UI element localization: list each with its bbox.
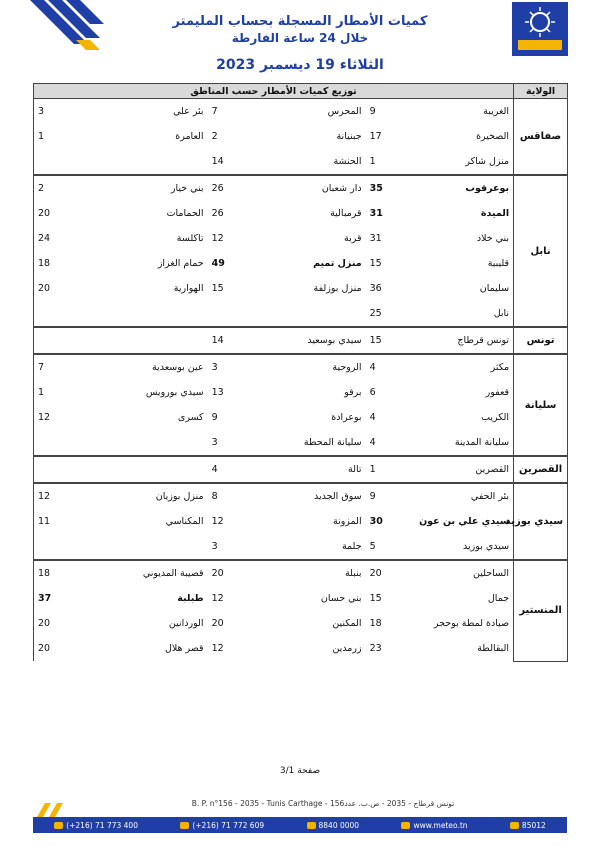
station-name: بني خلاد (476, 233, 510, 244)
station-name: بوعرقوب (410, 175, 514, 201)
table-row (34, 251, 568, 276)
rainfall-value: 12 (211, 516, 224, 527)
rainfall-value: 13 (211, 387, 224, 398)
rainfall-value: 26 (208, 175, 252, 201)
station-name: تاكلسة (176, 233, 204, 244)
report-title: كميات الأمطار المسجلة بحساب المليمتر (172, 14, 428, 29)
station-name: المكنين (332, 618, 362, 629)
rainfall-value: 9 (366, 483, 410, 509)
header-distribution: توزيع كميات الأمطار حسب المناطق (34, 84, 514, 99)
rainfall-value: 1 (34, 380, 88, 405)
station-name (88, 430, 208, 456)
station-name: جلمة (341, 541, 362, 552)
table-row (34, 380, 568, 405)
station-name (88, 327, 208, 354)
station-name: عين بوسعدية (88, 354, 208, 380)
station-name: البقالطة (477, 643, 510, 654)
station-name: سليمان (479, 283, 510, 294)
station-name: نابل (493, 308, 510, 319)
footer-phone: (+216) 71 773 400 (66, 820, 138, 830)
table-row (34, 354, 568, 380)
rainfall-value: 15 (366, 327, 410, 354)
rainfall-value: 20 (34, 276, 88, 301)
station-name: منزل تميم (313, 258, 362, 269)
rainfall-value: 49 (211, 258, 225, 269)
rainfall-value: 35 (366, 175, 410, 201)
footer-website[interactable]: www.meteo.tn (413, 820, 468, 830)
table-row (34, 560, 568, 586)
rainfall-value: 5 (369, 541, 376, 552)
station-name: قعفور (485, 387, 510, 398)
governorate-cell: صفاقس (514, 99, 568, 176)
rainfall-value: 14 (208, 327, 252, 354)
station-name (252, 301, 366, 327)
rainfall-value: 20 (34, 201, 88, 226)
station-name: الروحية (252, 354, 366, 380)
station-name: الحمامات (166, 208, 204, 219)
governorate-cell: نابل (514, 175, 568, 327)
table-body (34, 99, 568, 662)
rainfall-value: 12 (211, 233, 224, 244)
rainfall-value: 31 (369, 208, 383, 219)
station-name: الساحلين (410, 560, 514, 586)
footer-address: B. P. n°156 - 2035 - Tunis Carthage - تونس قرطاج - 2035 - ص.ب. عدد156 (191, 799, 455, 808)
station-name: دار شعبان (252, 175, 366, 201)
station-name: سليانة المدينة (454, 437, 510, 448)
table-row (34, 430, 568, 456)
governorate-cell: سيدي بوزيد (514, 483, 568, 560)
rainfall-value: 20 (366, 560, 410, 586)
station-name: الصخيرة (476, 131, 510, 142)
station-name: كسرى (177, 412, 204, 423)
hotline-icon (307, 822, 316, 829)
rainfall-value: 14 (211, 156, 224, 167)
rainfall-value (34, 327, 88, 354)
station-name (88, 301, 208, 327)
table-row (34, 124, 568, 149)
table-row (34, 226, 568, 251)
station-name: العامرة (175, 131, 204, 142)
rainfall-value (34, 149, 88, 175)
table-row (34, 509, 568, 534)
footer (33, 795, 567, 833)
station-name: الكريب (481, 412, 510, 423)
station-name: بني خيار (88, 175, 208, 201)
report-subtitle: خلال 24 ساعة الفارطة (231, 31, 369, 45)
rainfall-value: 26 (211, 208, 224, 219)
table-row (34, 99, 568, 125)
table-row (34, 611, 568, 636)
rainfall-value (34, 534, 88, 560)
rainfall-value: 3 (208, 354, 252, 380)
rainfall-value: 3 (211, 541, 218, 552)
station-name: الغريبة (410, 99, 514, 125)
rainfall-value (34, 456, 88, 483)
header-governorate: الولاية (514, 84, 568, 99)
phone-icon (54, 822, 63, 829)
station-name: بئر علي (88, 99, 208, 125)
station-name (88, 149, 208, 175)
station-name: سيدي بوسعيد (252, 327, 366, 354)
station-name: طبلبة (177, 593, 204, 604)
rainfall-value: 9 (211, 412, 218, 423)
report-date: الثلاثاء 19 ديسمبر 2023 (216, 57, 384, 73)
rainfall-value: 2 (211, 131, 218, 142)
rainfall-value: 7 (34, 354, 88, 380)
station-name: المزونة (332, 516, 362, 527)
table-row (34, 636, 568, 661)
rainfall-value: 12 (211, 593, 224, 604)
rainfall-value: 12 (34, 483, 88, 509)
rainfall-value: 4 (369, 412, 376, 423)
fax-icon (180, 822, 189, 829)
table-row (34, 456, 568, 483)
table-row (34, 586, 568, 611)
station-name: تونس قرطاج (410, 327, 514, 354)
footer-sms: 85012 (521, 820, 546, 830)
table-row (34, 534, 568, 560)
table-row (34, 276, 568, 301)
station-name: منزل شاكر (465, 156, 510, 167)
web-icon (401, 822, 410, 829)
station-name: صيادة لمطة بوحجر (433, 618, 510, 629)
station-name: منزل بوزلفة (313, 283, 362, 294)
sms-icon (510, 822, 519, 829)
rainfall-value: 15 (369, 258, 382, 269)
station-name: المحرس (252, 99, 366, 125)
station-name: مكثر (410, 354, 514, 380)
station-name: قصيبة المديوني (88, 560, 208, 586)
station-name (88, 456, 208, 483)
footer-contact-band (33, 817, 567, 833)
rainfall-value: 1 (369, 156, 376, 167)
rainfall-value: 37 (34, 586, 88, 611)
table-row (34, 201, 568, 226)
station-name: سليانة المحطة (303, 437, 362, 448)
station-name: الوردانين (168, 618, 204, 629)
rainfall-value: 1 (366, 456, 410, 483)
rainfall-value: 17 (369, 131, 382, 142)
rainfall-value: 3 (211, 437, 218, 448)
rainfall-value: 3 (34, 99, 88, 125)
page-number: صفحة 3/1 (279, 766, 321, 776)
station-name: منزل بوزيان (88, 483, 208, 509)
governorate-cell: تونس (514, 327, 568, 354)
station-name: الميدة (480, 208, 510, 219)
footer-stripes (33, 795, 73, 817)
rainfall-value: 20 (34, 611, 88, 636)
rainfall-value: 6 (369, 387, 376, 398)
station-name: بئر الحفي (410, 483, 514, 509)
corner-stripes (0, 0, 110, 60)
rainfall-value: 11 (34, 509, 88, 534)
table-row (34, 327, 568, 354)
rainfall-value: 7 (208, 99, 252, 125)
station-name: بنبلة (252, 560, 366, 586)
rainfall-value: 24 (34, 226, 88, 251)
station-name: قليبية (487, 258, 510, 269)
rainfall-value: 15 (369, 593, 382, 604)
rainfall-value: 15 (211, 283, 224, 294)
station-name: المكناسي (165, 516, 204, 527)
station-name: بوعرادة (331, 412, 362, 423)
table-row (34, 405, 568, 430)
station-name: سوق الجديد (252, 483, 366, 509)
rainfall-value: 8 (208, 483, 252, 509)
station-name: الحنشة (333, 156, 362, 167)
rainfall-value: 4 (366, 354, 410, 380)
rainfall-value: 20 (34, 636, 88, 661)
rainfall-value: 20 (211, 618, 224, 629)
station-name: زرمدين (332, 643, 362, 654)
rainfall-value: 18 (369, 618, 382, 629)
station-name: سيدي بورويس (145, 387, 204, 398)
rainfall-value (34, 430, 88, 456)
rainfall-value: 25 (369, 308, 382, 319)
rainfall-table (33, 83, 568, 662)
station-name: حمام الغزاز (157, 258, 204, 269)
rainfall-value (208, 301, 252, 327)
table-row (34, 483, 568, 509)
rainfall-value: 12 (34, 405, 88, 430)
meteo-logo-icon (512, 2, 568, 56)
station-name: قربة (344, 233, 362, 244)
governorate-cell: سليانة (514, 354, 568, 456)
table-row (34, 149, 568, 175)
station-name: تالة (252, 456, 366, 483)
station-name: جبنيانة (336, 131, 362, 142)
rainfall-value: 31 (369, 233, 382, 244)
station-name (88, 534, 208, 560)
rainfall-value: 30 (369, 516, 383, 527)
footer-hotline: 8840 0000 (318, 820, 360, 830)
rainfall-value: 4 (208, 456, 252, 483)
governorate-cell: المنستير (514, 560, 568, 661)
station-name: سيدي بوزيد (463, 541, 510, 552)
rainfall-value: 12 (211, 643, 224, 654)
rainfall-value: 23 (369, 643, 382, 654)
station-name: سيدي علي بن عون (419, 516, 510, 527)
rainfall-value (34, 301, 88, 327)
station-name: بني حسان (320, 593, 362, 604)
station-name: قرمبالية (330, 208, 362, 219)
rainfall-value: 9 (366, 99, 410, 125)
station-name: القصرين (410, 456, 514, 483)
rainfall-value: 2 (34, 175, 88, 201)
station-name: برقو (344, 387, 362, 398)
rainfall-value: 1 (34, 124, 88, 149)
footer-fax: (+216) 71 772 609 (192, 820, 265, 830)
station-name: جمال (487, 593, 510, 604)
rainfall-value: 18 (34, 560, 88, 586)
station-name: الهوارية (173, 283, 204, 294)
rainfall-value: 20 (208, 560, 252, 586)
rainfall-value: 4 (369, 437, 376, 448)
table-row (34, 301, 568, 327)
table-row (34, 175, 568, 201)
rainfall-value: 18 (34, 251, 88, 276)
rainfall-value: 36 (369, 283, 382, 294)
station-name: قصر هلال (164, 643, 204, 654)
governorate-cell: القصرين (514, 456, 568, 483)
